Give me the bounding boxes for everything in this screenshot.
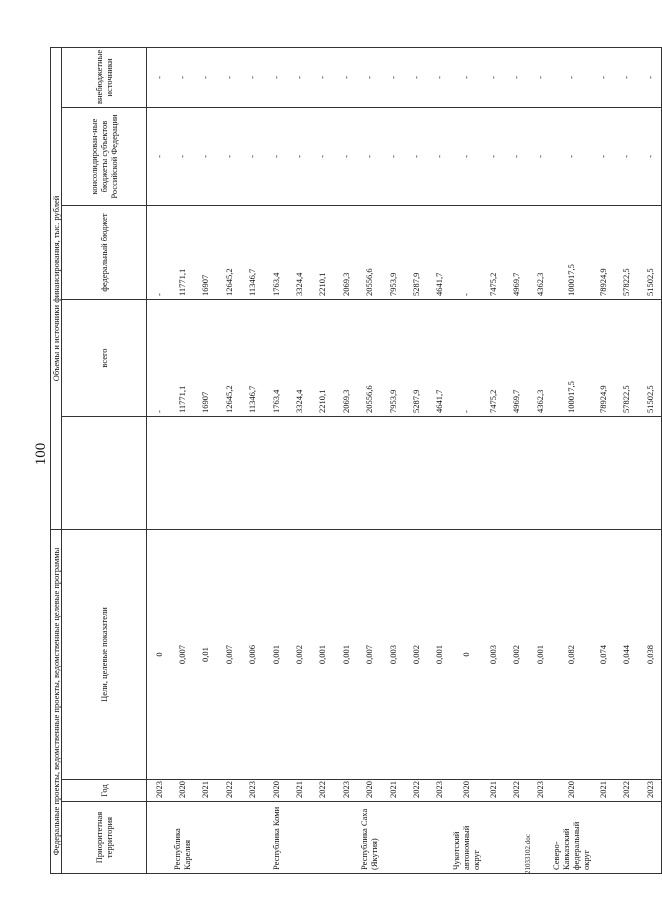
table-row [170, 47, 193, 873]
cell-year: 2021 [194, 780, 217, 802]
cell-total: 16907 [194, 300, 217, 417]
cell-total: 4362,3 [528, 300, 551, 417]
cell-indicator: 0 [147, 530, 171, 780]
group-header-projects: Федеральные проекты, ведомственные проекты, ведомственные целевые программы [51, 530, 62, 874]
cell-indicator: 0,001 [528, 530, 551, 780]
cell-indicator: 0,044 [615, 530, 638, 780]
table-row [615, 47, 638, 873]
cell-federal: 3324,4 [287, 206, 310, 300]
cell-territory [481, 802, 504, 874]
cell-territory [381, 802, 404, 874]
cell-total: 2210,1 [311, 300, 334, 417]
cell-blank [170, 417, 193, 530]
cell-extrabudget: - [451, 47, 481, 107]
cell-consolidated: - [428, 108, 451, 206]
cell-year: 2020 [451, 780, 481, 802]
cell-total: 5287,9 [404, 300, 427, 417]
cell-extrabudget: - [287, 47, 310, 107]
footer-filename: 21033102.doc [524, 834, 532, 874]
cell-year: 2021 [481, 780, 504, 802]
cell-indicator: 0,007 [217, 530, 240, 780]
cell-total: 2069,3 [334, 300, 357, 417]
rotated-document-page [32, 48, 655, 874]
financing-table [50, 47, 662, 874]
cell-federal: 1763,4 [264, 206, 287, 300]
cell-extrabudget: - [504, 47, 527, 107]
cell-territory [591, 802, 614, 874]
cell-federal: 2069,3 [334, 206, 357, 300]
cell-extrabudget: - [264, 47, 287, 107]
cell-blank [311, 417, 334, 530]
cell-blank [264, 417, 287, 530]
cell-indicator: 0,007 [170, 530, 193, 780]
cell-consolidated: - [638, 108, 662, 206]
cell-year: 2023 [528, 780, 551, 802]
cell-consolidated: - [241, 108, 264, 206]
cell-blank [551, 417, 591, 530]
cell-total: 11771,1 [170, 300, 193, 417]
cell-consolidated: - [451, 108, 481, 206]
cell-blank [451, 417, 481, 530]
cell-consolidated: - [264, 108, 287, 206]
cell-indicator: 0,002 [404, 530, 427, 780]
cell-extrabudget: - [217, 47, 240, 107]
header-total: всего [62, 300, 147, 417]
cell-indicator: 0,003 [381, 530, 404, 780]
cell-blank [404, 417, 427, 530]
cell-extrabudget: - [241, 47, 264, 107]
table-row [638, 47, 662, 873]
cell-total: 78924,9 [591, 300, 614, 417]
cell-extrabudget: - [311, 47, 334, 107]
table-row [241, 47, 264, 873]
table-row [404, 47, 427, 873]
table-row [311, 47, 334, 873]
cell-year: 2021 [287, 780, 310, 802]
cell-consolidated: - [504, 108, 527, 206]
cell-blank [241, 417, 264, 530]
table-row [591, 47, 614, 873]
cell-total: 7475,2 [481, 300, 504, 417]
cell-federal: 20556,6 [358, 206, 381, 300]
header-federal: федеральный бюджет [62, 206, 147, 300]
cell-blank [528, 417, 551, 530]
cell-territory: Республика Саха (Якутия) [358, 802, 381, 874]
table-row [428, 47, 451, 873]
cell-blank [358, 417, 381, 530]
cell-indicator: 0,002 [504, 530, 527, 780]
cell-year: 2023 [428, 780, 451, 802]
cell-blank [334, 417, 357, 530]
cell-year: 2020 [170, 780, 193, 802]
cell-federal: 57822,5 [615, 206, 638, 300]
cell-extrabudget: - [591, 47, 614, 107]
cell-year: 2022 [311, 780, 334, 802]
cell-territory [241, 802, 264, 874]
cell-territory [615, 802, 638, 874]
cell-consolidated: - [404, 108, 427, 206]
cell-extrabudget: - [615, 47, 638, 107]
table-row [334, 47, 357, 873]
header-indicators: Цели, целевые показатели [62, 530, 147, 780]
table-row [264, 47, 287, 873]
cell-indicator: 0,003 [481, 530, 504, 780]
cell-territory: Республика Карелия [170, 802, 193, 874]
table-row [358, 47, 381, 873]
cell-year: 2021 [591, 780, 614, 802]
cell-federal: 11346,7 [241, 206, 264, 300]
header-extrabudget: внебюджетные источники [62, 47, 147, 107]
cell-extrabudget: - [170, 47, 193, 107]
cell-indicator: 0,038 [638, 530, 662, 780]
cell-extrabudget: - [404, 47, 427, 107]
cell-year: 2020 [358, 780, 381, 802]
cell-federal: - [147, 206, 171, 300]
cell-extrabudget: - [638, 47, 662, 107]
cell-federal: 4641,7 [428, 206, 451, 300]
cell-federal: 5287,9 [404, 206, 427, 300]
cell-total: 51502,5 [638, 300, 662, 417]
cell-consolidated: - [481, 108, 504, 206]
table-row [147, 47, 171, 873]
cell-blank [287, 417, 310, 530]
cell-extrabudget: - [481, 47, 504, 107]
table-body [147, 47, 662, 873]
cell-federal: 11771,1 [170, 206, 193, 300]
cell-consolidated: - [287, 108, 310, 206]
cell-consolidated: - [170, 108, 193, 206]
cell-federal: 78924,9 [591, 206, 614, 300]
cell-territory [334, 802, 357, 874]
cell-indicator: 0,001 [264, 530, 287, 780]
cell-indicator: 0,074 [591, 530, 614, 780]
cell-blank [194, 417, 217, 530]
cell-territory [311, 802, 334, 874]
cell-consolidated: - [311, 108, 334, 206]
cell-territory [404, 802, 427, 874]
table-row [481, 47, 504, 873]
cell-federal: 2210,1 [311, 206, 334, 300]
cell-consolidated: - [591, 108, 614, 206]
cell-consolidated: - [381, 108, 404, 206]
cell-territory [287, 802, 310, 874]
header-blank [62, 417, 147, 530]
cell-territory: Чукотский автономный округ [451, 802, 481, 874]
header-territory: Приоритетная территория [62, 802, 147, 874]
page-number: 100 [33, 442, 49, 466]
cell-federal: - [451, 206, 481, 300]
cell-federal: 4362,3 [528, 206, 551, 300]
cell-federal: 51502,5 [638, 206, 662, 300]
cell-extrabudget: - [358, 47, 381, 107]
cell-federal: 7475,2 [481, 206, 504, 300]
table-row [551, 47, 591, 873]
cell-consolidated: - [551, 108, 591, 206]
cell-total: 20556,6 [358, 300, 381, 417]
table-row [381, 47, 404, 873]
cell-consolidated: - [334, 108, 357, 206]
table-row [217, 47, 240, 873]
cell-total: 100017,5 [551, 300, 591, 417]
cell-blank [591, 417, 614, 530]
cell-consolidated: - [358, 108, 381, 206]
cell-total: 4969,7 [504, 300, 527, 417]
cell-territory [428, 802, 451, 874]
cell-blank [217, 417, 240, 530]
cell-federal: 7953,9 [381, 206, 404, 300]
cell-extrabudget: - [528, 47, 551, 107]
cell-federal: 12645,2 [217, 206, 240, 300]
cell-indicator: 0,001 [428, 530, 451, 780]
cell-extrabudget: - [334, 47, 357, 107]
cell-federal: 4969,7 [504, 206, 527, 300]
cell-total: 12645,2 [217, 300, 240, 417]
cell-year: 2023 [241, 780, 264, 802]
cell-blank [504, 417, 527, 530]
cell-total: 57822,5 [615, 300, 638, 417]
cell-year: 2023 [334, 780, 357, 802]
cell-blank [615, 417, 638, 530]
cell-consolidated: - [147, 108, 171, 206]
cell-total: 7953,9 [381, 300, 404, 417]
header-consolidated: консолидирован-ные бюджеты субъектов Российской Федерации [62, 108, 147, 206]
cell-blank [638, 417, 662, 530]
cell-territory: Северо-Кавказский федеральный округ [551, 802, 591, 874]
table-row [194, 47, 217, 873]
cell-indicator: 0,006 [241, 530, 264, 780]
cell-indicator: 0,002 [287, 530, 310, 780]
cell-blank [381, 417, 404, 530]
cell-indicator: 0,001 [311, 530, 334, 780]
table-row [287, 47, 310, 873]
cell-year: 2020 [264, 780, 287, 802]
cell-extrabudget: - [194, 47, 217, 107]
cell-consolidated: - [217, 108, 240, 206]
cell-year: 2022 [615, 780, 638, 802]
cell-year: 2022 [404, 780, 427, 802]
cell-year: 2021 [381, 780, 404, 802]
cell-blank [147, 417, 171, 530]
cell-federal: 16907 [194, 206, 217, 300]
cell-indicator: 0,007 [358, 530, 381, 780]
cell-total: 3324,4 [287, 300, 310, 417]
cell-territory: Республика Коми [264, 802, 287, 874]
cell-indicator: 0,01 [194, 530, 217, 780]
cell-consolidated: - [194, 108, 217, 206]
cell-federal: 100017,5 [551, 206, 591, 300]
cell-year: 2023 [638, 780, 662, 802]
group-header-financing: Объемы и источники финансирования, тыс. рублей [51, 47, 62, 529]
cell-territory [194, 802, 217, 874]
cell-territory [217, 802, 240, 874]
cell-consolidated: - [528, 108, 551, 206]
cell-year: 2022 [217, 780, 240, 802]
cell-extrabudget: - [381, 47, 404, 107]
cell-indicator: 0,001 [334, 530, 357, 780]
cell-territory [638, 802, 662, 874]
cell-year: 2022 [504, 780, 527, 802]
table-row [451, 47, 481, 873]
cell-blank [481, 417, 504, 530]
cell-total: - [147, 300, 171, 417]
cell-year: 2023 [147, 780, 171, 802]
cell-consolidated: - [615, 108, 638, 206]
cell-extrabudget: - [428, 47, 451, 107]
cell-indicator: 0 [451, 530, 481, 780]
cell-territory [147, 802, 171, 874]
cell-blank [428, 417, 451, 530]
cell-total: - [451, 300, 481, 417]
cell-year: 2020 [551, 780, 591, 802]
cell-total: 4641,7 [428, 300, 451, 417]
cell-total: 11346,7 [241, 300, 264, 417]
header-year: Год [62, 780, 147, 802]
cell-total: 1763,4 [264, 300, 287, 417]
cell-extrabudget: - [551, 47, 591, 107]
cell-indicator: 0,082 [551, 530, 591, 780]
cell-extrabudget: - [147, 47, 171, 107]
